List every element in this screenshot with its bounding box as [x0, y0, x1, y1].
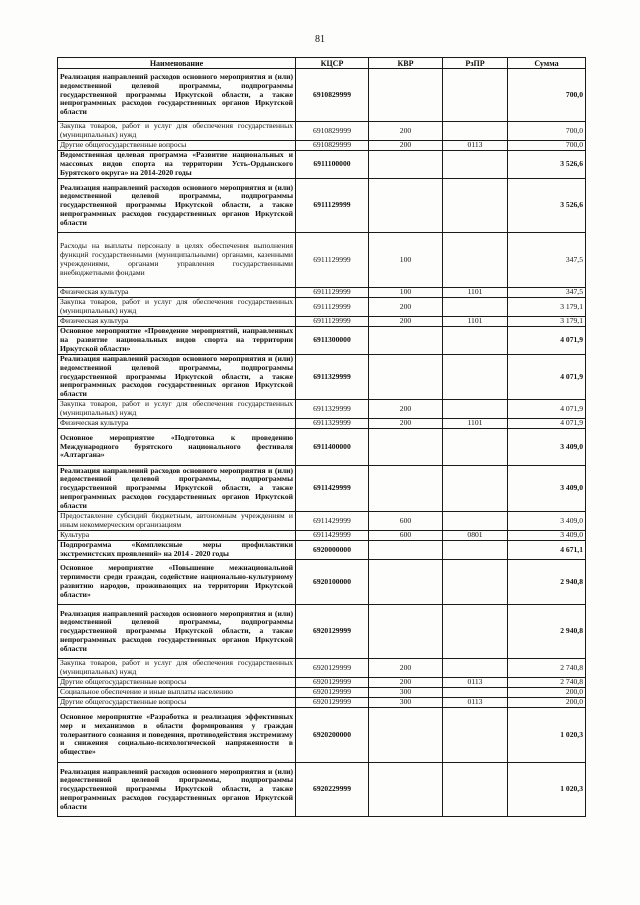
cell-kvr: 300 [369, 688, 443, 698]
cell-kvr: 200 [369, 122, 443, 141]
cell-sum: 3 526,6 [508, 151, 586, 179]
budget-table [57, 57, 586, 817]
table-row [58, 179, 586, 233]
table-row [58, 678, 586, 688]
cell-kcsr: 6910829999 [296, 141, 369, 151]
table-row [58, 327, 586, 355]
cell-rzpr [443, 605, 508, 659]
table-row [58, 233, 586, 288]
cell-rzpr: 0113 [443, 698, 508, 708]
table-row [58, 466, 586, 512]
cell-rzpr: 0113 [443, 678, 508, 688]
cell-kvr: 600 [369, 531, 443, 541]
cell-name: Основное мероприятие «Повышение межнациональной терпимости среди граждан, содействие национально-культурному развитию народов, проживающих на территории Иркутской области» [58, 560, 296, 605]
cell-rzpr [443, 763, 508, 817]
cell-name: Реализация направлений расходов основного мероприятия и (или) ведомственной целевой программы, подпрограммы государственной программы Иркутской области, а также непрограммных расходов государственных органов Иркутской области [58, 605, 296, 659]
cell-kvr [369, 327, 443, 355]
cell-kcsr: 6911129999 [296, 298, 369, 317]
table-row [58, 688, 586, 698]
cell-sum: 347,5 [508, 233, 586, 288]
header-rzpr: РзПР [443, 58, 508, 69]
cell-kcsr: 6911400000 [296, 429, 369, 466]
cell-kcsr: 6910829999 [296, 122, 369, 141]
cell-kvr [369, 541, 443, 560]
cell-name: Закупка товаров, работ и услуг для обеспечения государственных (муниципальных) нужд [58, 400, 296, 419]
cell-rzpr [443, 708, 508, 763]
cell-kcsr: 6911329999 [296, 400, 369, 419]
table-row [58, 708, 586, 763]
cell-name: Предоставление субсидий бюджетным, автономным учреждениям и иным некоммерческим организациям [58, 512, 296, 531]
cell-rzpr [443, 151, 508, 179]
cell-sum: 700,0 [508, 122, 586, 141]
cell-kvr: 200 [369, 678, 443, 688]
cell-kcsr: 6911300000 [296, 327, 369, 355]
table-row [58, 541, 586, 560]
cell-name: Другие общегосударственные вопросы [58, 678, 296, 688]
cell-kvr [369, 179, 443, 233]
header-kcsr: КЦСР [296, 58, 369, 69]
cell-name: Подпрограмма «Комплексные меры профилактики экстремистских проявлений» на 2014 - 2020 годы [58, 541, 296, 560]
cell-rzpr [443, 400, 508, 419]
cell-kvr [369, 355, 443, 400]
cell-sum: 3 409,0 [508, 429, 586, 466]
cell-name: Реализация направлений расходов основного мероприятия и (или) ведомственной целевой программы, подпрограммы государственной программы Иркутской области, а также непрограммных расходов государственных органов Иркутской области [58, 179, 296, 233]
cell-name: Основное мероприятие «Разработка и реализация эффективных мер и механизмов в области формирования у граждан толерантного сознания и поведения, противодействия экстремизму и снижения социально-психологической напряженности в обществе» [58, 708, 296, 763]
cell-rzpr: 1101 [443, 317, 508, 327]
cell-rzpr [443, 429, 508, 466]
cell-sum: 3 179,1 [508, 298, 586, 317]
cell-kvr: 200 [369, 141, 443, 151]
table-row [58, 288, 586, 298]
cell-kcsr: 6911129999 [296, 179, 369, 233]
cell-sum: 2 940,8 [508, 605, 586, 659]
cell-sum: 1 020,3 [508, 763, 586, 817]
table-row [58, 698, 586, 708]
cell-rzpr [443, 560, 508, 605]
table-row [58, 429, 586, 466]
cell-sum: 347,5 [508, 288, 586, 298]
cell-kvr [369, 151, 443, 179]
cell-sum: 2 740,8 [508, 659, 586, 678]
cell-name: Закупка товаров, работ и услуг для обеспечения государственных (муниципальных) нужд [58, 298, 296, 317]
cell-kvr [369, 466, 443, 512]
cell-sum: 4 671,1 [508, 541, 586, 560]
cell-rzpr [443, 355, 508, 400]
cell-kvr [369, 429, 443, 466]
cell-kcsr: 6920000000 [296, 541, 369, 560]
cell-name: Закупка товаров, работ и услуг для обеспечения государственных (муниципальных) нужд [58, 122, 296, 141]
cell-rzpr: 0113 [443, 141, 508, 151]
cell-name: Реализация направлений расходов основного мероприятия и (или) ведомственной целевой программы, подпрограммы государственной программы Иркутской области, а также непрограммных расходов государственных органов Иркутской области [58, 355, 296, 400]
cell-sum: 4 071,9 [508, 327, 586, 355]
cell-kvr [369, 605, 443, 659]
cell-kvr: 200 [369, 419, 443, 429]
cell-sum: 4 071,9 [508, 355, 586, 400]
cell-kcsr: 6920229999 [296, 763, 369, 817]
cell-kcsr: 6920129999 [296, 698, 369, 708]
cell-rzpr [443, 122, 508, 141]
cell-name: Ведомственная целевая программа «Развитие национальных и массовых видов спорта на территории Усть-Ордынского Бурятского округа» на 2014-2020 годы [58, 151, 296, 179]
cell-name: Физическая культура [58, 419, 296, 429]
cell-sum: 3 409,0 [508, 466, 586, 512]
cell-sum: 200,0 [508, 698, 586, 708]
cell-kcsr: 6920129999 [296, 688, 369, 698]
cell-kcsr: 6920200000 [296, 708, 369, 763]
cell-kvr: 200 [369, 400, 443, 419]
header-kvr: КВР [369, 58, 443, 69]
table-row [58, 141, 586, 151]
cell-sum: 2 740,8 [508, 678, 586, 688]
cell-kvr: 300 [369, 698, 443, 708]
cell-kcsr: 6911429999 [296, 466, 369, 512]
cell-rzpr [443, 541, 508, 560]
header-sum: Сумма [508, 58, 586, 69]
cell-rzpr [443, 466, 508, 512]
cell-rzpr [443, 69, 508, 122]
cell-name: Закупка товаров, работ и услуг для обеспечения государственных (муниципальных) нужд [58, 659, 296, 678]
cell-rzpr [443, 233, 508, 288]
table-row [58, 151, 586, 179]
cell-name: Реализация направлений расходов основного мероприятия и (или) ведомственной целевой программы, подпрограммы государственной программы Иркутской области, а также непрограммных расходов государственных органов Иркутской области [58, 763, 296, 817]
cell-name: Физическая культура [58, 317, 296, 327]
cell-kcsr: 6920129999 [296, 678, 369, 688]
table-body [58, 69, 586, 817]
cell-kcsr: 6911129999 [296, 233, 369, 288]
cell-kcsr: 6920100000 [296, 560, 369, 605]
table-row [58, 317, 586, 327]
cell-sum: 700,0 [508, 69, 586, 122]
cell-rzpr [443, 179, 508, 233]
cell-sum: 200,0 [508, 688, 586, 698]
cell-kvr [369, 763, 443, 817]
cell-kvr [369, 69, 443, 122]
header-name: Наименование [58, 58, 296, 69]
cell-sum: 3 409,0 [508, 531, 586, 541]
cell-name: Социальное обеспечение и иные выплаты населению [58, 688, 296, 698]
cell-name: Физическая культура [58, 288, 296, 298]
cell-sum: 3 526,6 [508, 179, 586, 233]
table-row [58, 400, 586, 419]
cell-name: Основное мероприятие «Проведение мероприятий, направленных на развитие национальных видов спорта на территории Иркутской области» [58, 327, 296, 355]
cell-rzpr: 1101 [443, 288, 508, 298]
table-row [58, 122, 586, 141]
cell-kvr: 200 [369, 317, 443, 327]
cell-kvr [369, 708, 443, 763]
cell-kcsr: 6911429999 [296, 531, 369, 541]
table-row [58, 298, 586, 317]
cell-kcsr: 6920129999 [296, 659, 369, 678]
table-row [58, 512, 586, 531]
cell-rzpr: 0801 [443, 531, 508, 541]
cell-kvr: 200 [369, 298, 443, 317]
cell-kcsr: 6911129999 [296, 317, 369, 327]
cell-rzpr [443, 659, 508, 678]
cell-rzpr [443, 512, 508, 531]
cell-sum: 4 071,9 [508, 419, 586, 429]
cell-rzpr [443, 298, 508, 317]
cell-sum: 3 409,0 [508, 512, 586, 531]
cell-kvr: 100 [369, 288, 443, 298]
table-row [58, 531, 586, 541]
table-row [58, 355, 586, 400]
cell-kcsr: 6911429999 [296, 512, 369, 531]
cell-kcsr: 6920129999 [296, 605, 369, 659]
cell-name: Реализация направлений расходов основного мероприятия и (или) ведомственной целевой программы, подпрограммы государственной программы Иркутской области, а также непрограммных расходов государственных органов Иркутской области [58, 69, 296, 122]
cell-kvr [369, 560, 443, 605]
cell-rzpr: 1101 [443, 419, 508, 429]
table-row [58, 69, 586, 122]
cell-rzpr [443, 688, 508, 698]
cell-name: Другие общегосударственные вопросы [58, 141, 296, 151]
cell-kcsr: 6910829999 [296, 69, 369, 122]
cell-name: Основное мероприятие «Подготовка к проведению Международного бурятского национального фестиваля «Алтаргана» [58, 429, 296, 466]
cell-sum: 700,0 [508, 141, 586, 151]
table-row [58, 560, 586, 605]
page-number: 81 [315, 34, 325, 45]
cell-sum: 1 020,3 [508, 708, 586, 763]
table-header-row [58, 58, 586, 69]
cell-kcsr: 6911100000 [296, 151, 369, 179]
cell-kvr: 100 [369, 233, 443, 288]
cell-kcsr: 6911329999 [296, 419, 369, 429]
cell-sum: 3 179,1 [508, 317, 586, 327]
cell-sum: 4 071,9 [508, 400, 586, 419]
table-row [58, 605, 586, 659]
cell-rzpr [443, 327, 508, 355]
table-row [58, 419, 586, 429]
cell-kcsr: 6911329999 [296, 355, 369, 400]
cell-kvr: 600 [369, 512, 443, 531]
cell-name: Культура [58, 531, 296, 541]
cell-kvr: 200 [369, 659, 443, 678]
cell-kcsr: 6911129999 [296, 288, 369, 298]
cell-name: Другие общегосударственные вопросы [58, 698, 296, 708]
table-row [58, 763, 586, 817]
table-row [58, 659, 586, 678]
cell-name: Реализация направлений расходов основного мероприятия и (или) ведомственной целевой программы, подпрограммы государственной программы Иркутской области, а также непрограммных расходов государственных органов Иркутской области [58, 466, 296, 512]
cell-sum: 2 940,8 [508, 560, 586, 605]
cell-name: Расходы на выплаты персоналу в целях обеспечения выполнения функций государственными (муниципальными) органами, казенными учреждениями, органами управления государственными внебюджетными фондами [58, 233, 296, 288]
